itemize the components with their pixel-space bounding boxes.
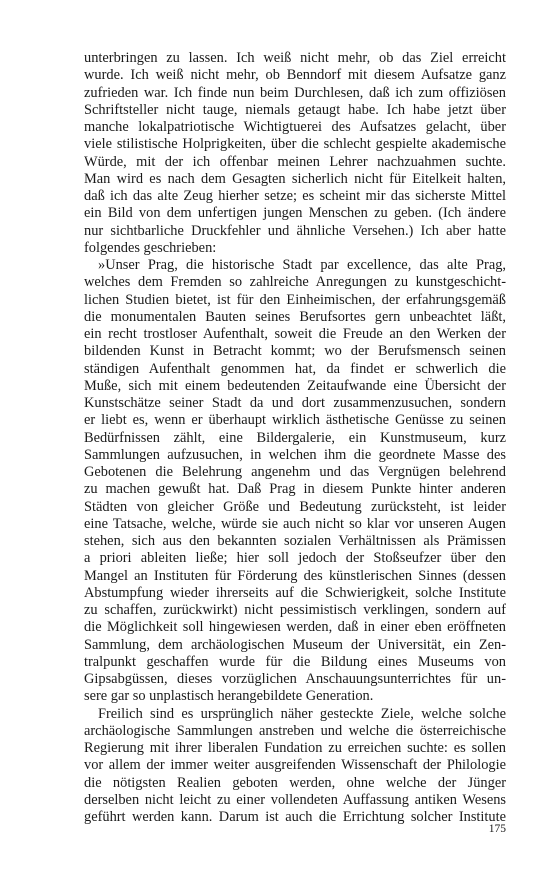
text-line: vor allem der immer weiter ausgreifenden Wissenschaft der Philologie [84,757,506,774]
text-line: Städten von gleicher Größe und Bedeutung zurücksteht, ist leider [84,498,506,515]
page-number: 175 [488,823,506,835]
text-line: folgendes geschrieben: [84,239,217,256]
text-line: »Unser Prag, die historische Stadt par excellence, das alte Prag, [98,257,506,273]
text-line: viele stilistische Holprigkeiten, über die schlecht gespielte akademische [84,136,506,153]
text-line: zu schaffen, zurückwirkt) nicht pessimistisch verklingen, sondern auf [84,602,506,618]
text-line: eine Tatsache, welche, würde sie auch nicht so klar vor unseren Augen [84,515,506,532]
text-line: nur sichtbarliche Druckfehler und ähnliche Versehen.) Ich aber hatte [84,222,506,239]
text-line: Freilich sind es ursprünglich näher gesteckte Ziele, welche solche [98,705,506,722]
text-line: a priori ableiten ließe; hier soll jedoch der Stoßseufzer über den [84,550,506,567]
text-line: die Möglichkeit soll hingewiesen werden, daß in einer eben eröffneten [84,619,506,636]
text-line: die nötigsten Realien geboten werden, ohne welche der Jünger [84,774,506,791]
text-line: daß ich das alte Zeug hierher setze; es scheint mir das sicherste Mittel [84,188,506,204]
text-line: Man wird es nach dem Gesagten sicherlich nicht für Eitelkeit halten, [84,170,506,187]
text-line: Gebotenen die Belehrung angenehm und das Vergnügen belehrend [84,464,506,480]
text-line: Abstumpfung wieder ihrerseits auf die Schwierigkeit, solche Institute [84,584,506,601]
text-line: Würde, mit der ich offenbar meinen Lehrer nachzuahmen suchte. [84,153,506,170]
text-line: geführt werden kann. Darum ist auch die Errichtung solcher Institute [84,809,506,825]
text-line: bildenden Kunst in Betracht kommt; wo der Berufsmensch seinen [84,343,506,360]
text-line: zufrieden war. Ich finde nun beim Durchlesen, daß ich zum offiziösen [84,84,506,101]
body-text [84,50,506,826]
text-line: manche lokalpatriotische Wichtigtuerei des Aufsatzes gelacht, über [84,119,506,135]
text-line: Muße, sich mit einem bedeutenden Zeitaufwande eine Übersicht der [84,377,506,394]
text-line: Mangel an Instituten für Förderung des künstlerischen Sinnes (dessen [84,567,506,584]
text-line: Kunstschätze seiner Stadt da und dort zusammenzusuchen, sondern [84,395,506,411]
text-line: Schriftsteller nicht tauge, niemals getaugt habe. Ich habe jetzt über [84,101,506,118]
text-line: Gipsabgüssen, dieses vorzüglichen Anschauungsunterrichtes für un- [84,671,506,687]
text-line: zu machen gewußt hat. Daß Prag in diesem Punkte hinter anderen [84,481,506,498]
text-line: derselben nicht leicht zu einer vollendeten Auffassung antiken Wesens [84,791,506,808]
text-line: sere gar so unplastisch herangebildete Generation. [84,688,374,705]
text-line: Sammlungen aufzusuchen, in welchen ihm die geordnete Masse des [84,446,506,463]
text-line: stehen, sich aus den bekannten sozialen Verhältnissen als Prämissen [84,533,506,549]
text-line: Bedürfnissen zählt, eine Bildergalerie, ein Kunstmuseum, kurz [84,429,506,446]
text-line: ein Bild von dem unfertigen jungen Menschen zu geben. (Ich ändere [84,205,506,222]
text-line: Sammlung, dem archäologischen Museum der Universität, ein Zen- [84,636,506,653]
text-line: wurde. Ich weiß nicht mehr, ob Benndorf mit diesem Aufsatze ganz [84,67,506,84]
text-line: lichen Studien bietet, ist für den Einheimischen, der erfahrungsgemäß [84,291,506,308]
text-line: er liebt es, wenn er überhaupt wirklich ästhetische Genüsse zu seinen [84,412,506,429]
text-line: ein recht trostloser Aufenthalt, soweit die Freude an den Werken der [84,326,506,342]
text-line: die monumentalen Bauten seines Berufsortes gern unbeachtet läßt, [84,308,506,325]
text-line: archäologische Sammlungen anstreben und welche die österreichische [84,722,506,739]
text-line: tralpunkt geschaffen wurde für die Bildung eines Museums von [84,653,506,670]
text-line: ständigen Aufenthalt genommen hat, da findet er schwerlich die [84,360,506,377]
text-line: Regierung mit ihrer liberalen Fundation zu erreichen suchte: es sollen [84,740,506,756]
text-line: welches dem Fremden so zahlreiche Anregungen zu kunstgeschicht- [84,274,506,291]
text-line: unterbringen zu lassen. Ich weiß nicht mehr, ob das Ziel erreicht [84,50,506,66]
